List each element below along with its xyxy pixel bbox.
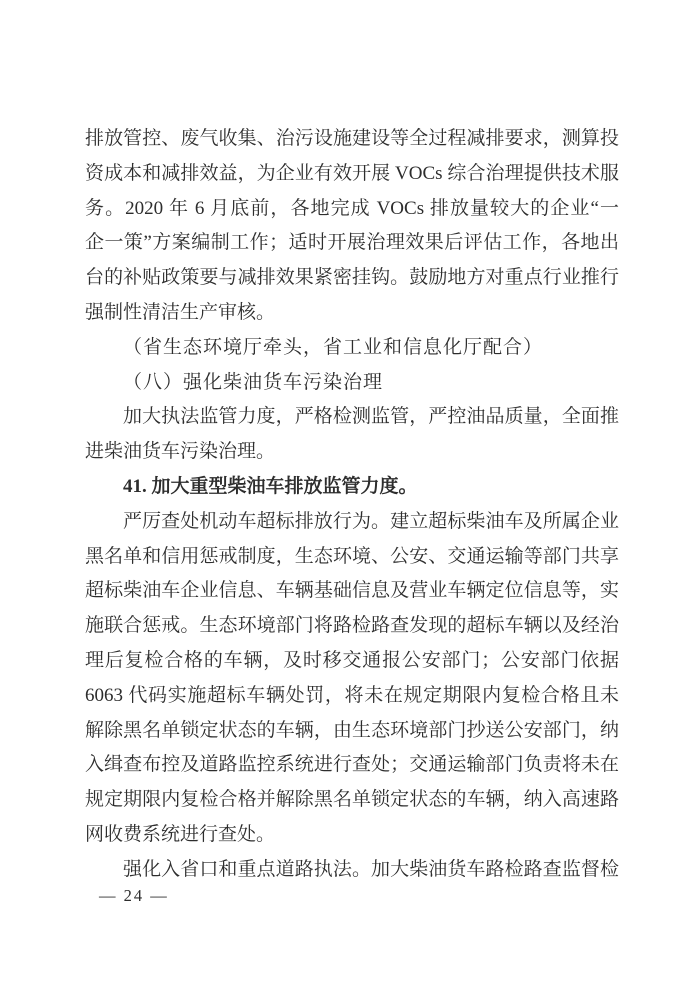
text-line: 解除黑名单锁定状态的车辆，由生态环境部门抄送公安部门，纳 xyxy=(85,719,619,741)
text-line: 台的补贴政策要与减排效果紧密挂钩。鼓励地方对重点行业推行 xyxy=(85,267,619,289)
text-block xyxy=(85,122,619,888)
text-line: 企一策”方案编制工作；适时开展治理效果后评估工作，各地出 xyxy=(85,232,619,254)
text-line: 务。2020 年 6 月底前，各地完成 VOCs 排放量较大的企业“一 xyxy=(85,197,619,219)
text-line: 超标柴油车企业信息、车辆基础信息及营业车辆定位信息等，实 xyxy=(85,580,619,602)
page-number: — 24 — xyxy=(99,886,169,905)
text-line: 进柴油货车污染治理。 xyxy=(85,441,276,463)
text-line: 资成本和减排效益，为企业有效开展 VOCs 综合治理提供技术服 xyxy=(85,162,619,184)
text-line: 黑名单和信用惩戒制度，生态环境、公安、交通运输等部门共享 xyxy=(85,545,619,567)
text-line: （省生态环境厅牵头，省工业和信息化厅配合） xyxy=(123,336,544,358)
text-line: 网收费系统进行查处。 xyxy=(85,823,276,845)
text-line: 强制性清洁生产审核。 xyxy=(85,301,276,323)
text-line: 施联合惩戒。生态环境部门将路检路查发现的超标车辆以及经治 xyxy=(85,615,619,637)
text-line: 排放管控、废气收集、治污设施建设等全过程减排要求，测算投 xyxy=(85,128,619,149)
text-line: 强化入省口和重点道路执法。加大柴油货车路检路查监督检 xyxy=(123,858,619,880)
text-line: 理后复检合格的车辆，及时移交通报公安部门；公安部门依据 xyxy=(85,649,619,671)
text-line: 41. 加大重型柴油车排放监管力度。 xyxy=(123,475,418,497)
text-line: 规定期限内复检合格并解除黑名单锁定状态的车辆，纳入高速路 xyxy=(85,789,619,811)
text-line: 严厉查处机动车超标排放行为。建立超标柴油车及所属企业 xyxy=(123,510,619,532)
text-line: 加大执法监管力度，严格检测监管，严控油品质量，全面推 xyxy=(123,406,619,428)
text-line: 入缉查布控及道路监控系统进行查处；交通运输部门负责将未在 xyxy=(85,754,619,776)
text-line: （八）强化柴油货车污染治理 xyxy=(123,371,384,393)
text-line: 6063 代码实施超标车辆处罚，将未在规定期限内复检合格且未 xyxy=(85,684,619,706)
